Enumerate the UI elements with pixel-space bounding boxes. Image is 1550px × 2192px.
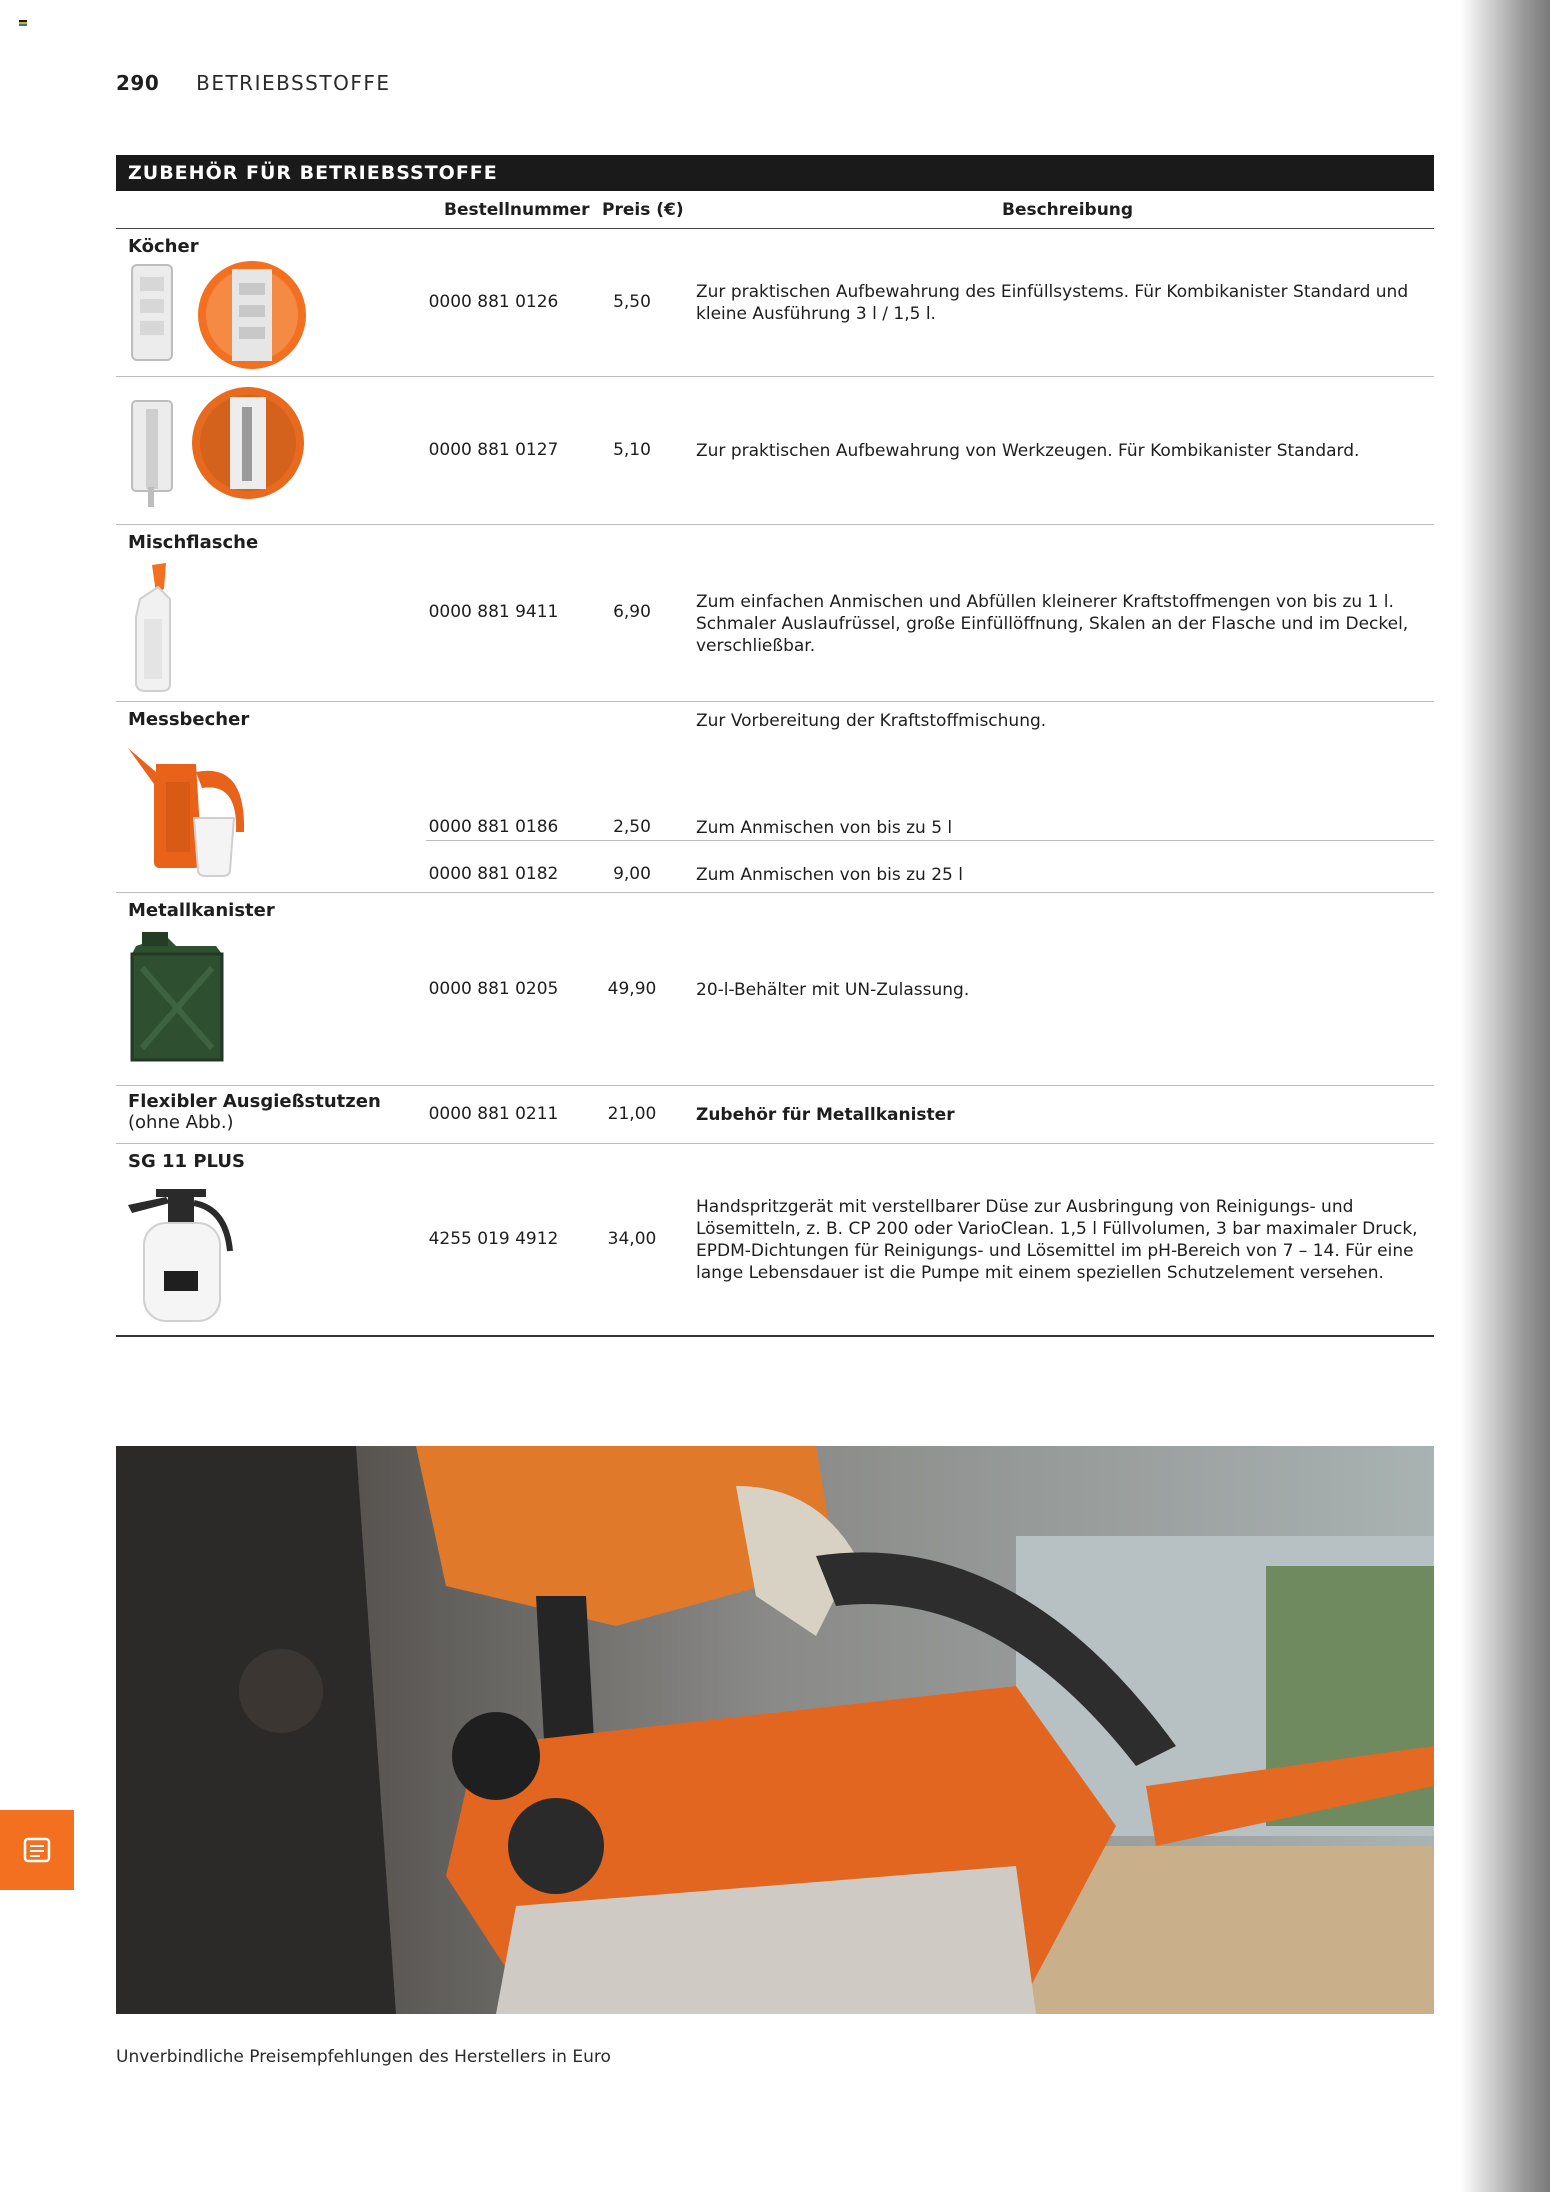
- catalog-tab-button[interactable]: [0, 1810, 74, 1890]
- product-name: [128, 1091, 381, 1133]
- description: Zur Vorbereitung der Kraftstoffmischung.: [696, 711, 1047, 731]
- order-number: 0000 881 0211: [428, 1104, 559, 1124]
- variant-divider: [426, 840, 1434, 841]
- product-name: Mischflasche: [128, 532, 259, 553]
- table-row-metallkanister: [116, 893, 1434, 1086]
- product-name: Köcher: [128, 236, 199, 257]
- order-number: 0000 881 0182: [428, 864, 559, 884]
- description: Zum einfachen Anmischen und Abfüllen kleinerer Kraftstoffmengen von bis zu 1 l. Schmaler Auslaufrüssel, große Einfüllöffnung, Skalen an der Flasche und im Deckel, verschließbar.: [696, 592, 1409, 656]
- order-number: 0000 881 0205: [428, 979, 559, 999]
- column-header-order-no: Bestellnummer: [444, 200, 590, 220]
- price-disclaimer: Unverbindliche Preisempfehlungen des Herstellers in Euro: [116, 2047, 611, 2067]
- price: 21,00: [607, 1104, 657, 1124]
- table-row-sg11plus: [116, 1144, 1434, 1337]
- tool-quiver-image: [126, 387, 336, 512]
- accessories-table: [116, 155, 1434, 1337]
- product-name: SG 11 PLUS: [128, 1151, 245, 1172]
- mixing-bottle-image: [126, 559, 186, 694]
- refueling-photo: [116, 1446, 1434, 2014]
- page-number: 290: [116, 71, 160, 95]
- description: Zubehör für Metallkanister: [696, 1105, 955, 1125]
- quiver-image: [126, 259, 336, 374]
- corner-mark: [19, 20, 27, 26]
- description: Zum Anmischen von bis zu 25 l: [696, 865, 963, 885]
- metal-canister-image: [126, 928, 226, 1068]
- description: Zur praktischen Aufbewahrung des Einfüllsystems. Für Kombikanister Standard und kleine Ausführung 3 l / 1,5 l.: [696, 282, 1409, 324]
- description: 20-l-Behälter mit UN-Zulassung.: [696, 980, 970, 1000]
- column-header-description: Beschreibung: [1002, 200, 1134, 220]
- order-number: 0000 881 0126: [428, 292, 559, 312]
- column-headers: [116, 191, 1434, 229]
- price: 6,90: [613, 602, 651, 622]
- price: 49,90: [607, 979, 657, 999]
- description: Handspritzgerät mit verstellbarer Düse zur Ausbringung von Reinigungs- und Lösemitteln, z. B. CP 200 oder VarioClean. 1,5 l Füllvolumen, 3 bar maximaler Druck, EPDM-Dichtungen für Reinigungs- und Lösemittel im pH-Bereich von 7 – 14. Für eine lange Lebensdauer ist die Pumpe mit einem speziellen Schutzelement versehen.: [696, 1197, 1418, 1283]
- table-row-ausgiessstutzen: [116, 1086, 1434, 1144]
- description: Zum Anmischen von bis zu 5 l: [696, 818, 953, 838]
- price: 5,10: [613, 440, 651, 460]
- column-header-price: Preis (€): [602, 200, 684, 220]
- description: Zur praktischen Aufbewahrung von Werkzeugen. Für Kombikanister Standard.: [696, 441, 1360, 461]
- price: 2,50: [613, 817, 651, 837]
- measuring-cup-image: [126, 742, 256, 882]
- catalog-icon: [22, 1836, 52, 1864]
- order-number: 0000 881 9411: [428, 602, 559, 622]
- order-number: 4255 019 4912: [428, 1229, 559, 1249]
- page-header: [116, 71, 390, 95]
- price: 9,00: [613, 864, 651, 884]
- table-row-messbecher: [116, 702, 1434, 893]
- page-edge-shadow: [1460, 0, 1550, 2192]
- order-number: 0000 881 0186: [428, 817, 559, 837]
- table-title: ZUBEHÖR FÜR BETRIEBSSTOFFE: [116, 155, 1434, 191]
- table-row-mischflasche: [116, 525, 1434, 702]
- price: 5,50: [613, 292, 651, 312]
- table-row-koecher-0126: [116, 229, 1434, 377]
- order-number: 0000 881 0127: [428, 440, 559, 460]
- product-note: (ohne Abb.): [128, 1112, 234, 1133]
- product-name: Messbecher: [128, 709, 250, 730]
- price: 34,00: [607, 1229, 657, 1249]
- product-title: Flexibler Ausgießstutzen: [128, 1091, 381, 1112]
- product-name: Metallkanister: [128, 900, 275, 921]
- table-row-koecher-0127: [116, 377, 1434, 525]
- section-title: BETRIEBSSTOFFE: [196, 71, 391, 95]
- sprayer-image: [126, 1181, 241, 1326]
